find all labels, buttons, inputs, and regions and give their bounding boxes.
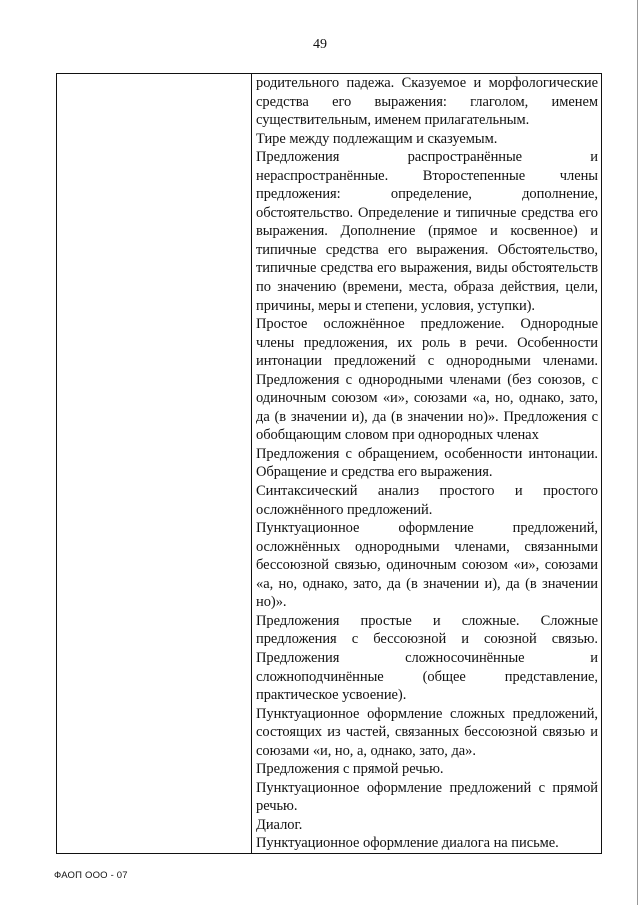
paragraph-11: Пунктуационное оформление предложений с прямой речью. (256, 779, 598, 815)
paragraph-4: Простое осложнённое предложение. Однородные члены предложения, их роль в речи. Особенности интонации предложений с однородными членами. Предложения с однородными членами (без союзов, с одиночным союзом «и», союзами «а, но, однако, зато, да (в значении и), да (в значении но)». Предложения с обобщающим словом при однородных членах (256, 316, 598, 444)
paragraph-9: Пунктуационное оформление сложных предложений, состоящих из частей, связанных бессоюзной связью и союзами «и, но, а, однако, зато, да». (256, 705, 598, 759)
page-number: 49 (313, 37, 327, 52)
paragraph-6: Синтаксический анализ простого и простого осложнённого предложений. (256, 483, 598, 518)
empty-left-cell (57, 74, 252, 854)
paragraph-8: Предложения простые и сложные. Сложные предложения с бессоюзной и союзной связью. Предложения сложносочинённые и сложноподчинённые (общее представление, практическое усвоение). (256, 612, 598, 704)
content-cell (252, 74, 602, 854)
scan-edge-line (637, 0, 638, 905)
paragraph-3: Предложения распространённые и нераспространённые. Второстепенные члены предложения: определение, дополнение, обстоятельство. Определение и типичные средства его выражения. Дополнение (прямое и косвенное) и типичные средства его выражения. Обстоятельство, типичные средства его выражения, виды обстоятельств по значению (времени, места, образа действия, цели, причины, меры и степени, условия, уступки). (256, 149, 598, 314)
paragraph-7: Пунктуационное оформление предложений, осложнённых однородными членами, связанными бессоюзной связью, одиночным союзом «и», союзами «а, но, однако, зато, да (в значении и), да (в значении но)». (256, 520, 598, 611)
table-row (57, 74, 602, 854)
paragraph-2: Тире между подлежащим и сказуемым. (256, 130, 498, 147)
content-table (56, 73, 602, 854)
paragraph-12: Диалог. (256, 816, 303, 833)
footer-code: ФАОП ООО - 07 (54, 870, 128, 881)
paragraph-1: родительного падежа. Сказуемое и морфологические средства его выражения: глаголом, именем существительным, именем прилагательным. (256, 75, 598, 129)
paragraph-10: Предложения с прямой речью. (256, 761, 444, 778)
paragraph-13: Пунктуационное оформление диалога на письме. (256, 835, 559, 852)
paragraph-5: Предложения с обращением, особенности интонации. Обращение и средства его выражения. (256, 445, 598, 481)
